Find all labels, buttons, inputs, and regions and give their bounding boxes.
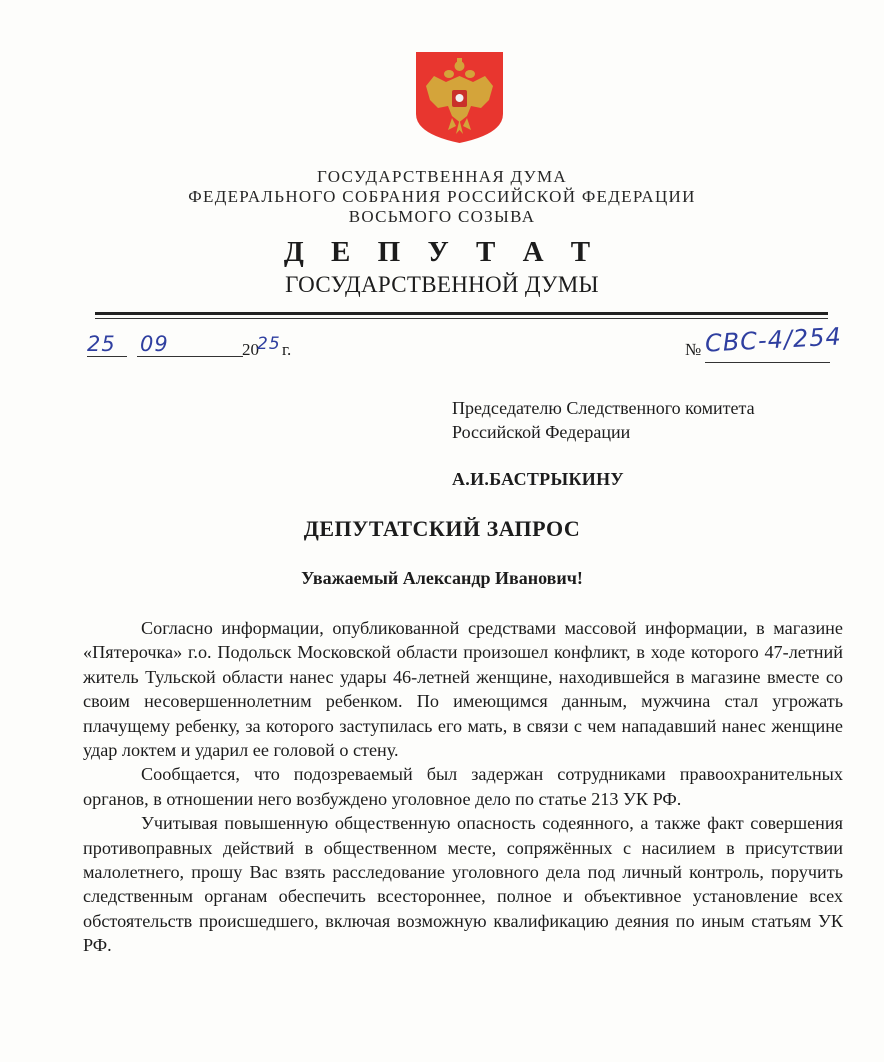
russian-coat-of-arms-icon — [416, 52, 503, 143]
letter-body — [83, 616, 843, 958]
number-underline — [705, 362, 830, 363]
registration-number — [685, 322, 860, 366]
header-divider-thick — [95, 312, 828, 315]
org-line-2: ФЕДЕРАЛЬНОГО СОБРАНИЯ РОССИЙСКОЙ ФЕДЕРАЦИИ — [188, 187, 696, 206]
paragraph-3: Учитывая повышенную общественную опасность содеянного, а также факт совершения противоправных действий в общественном месте, сопряжённых с насилием в присутствии малолетнего, прошу Вас взять расследование уголовного дела под личный контроль, поручить следственным органам обеспечить всестороннее, полное и объективное установление всех обстоятельств происшедшего, включая возможную квалификацию деяния по иным статьям УК РФ. — [83, 813, 843, 956]
org-line-3: ВОСЬМОГО СОЗЫВА — [348, 207, 536, 226]
recipient-name: А.И.БАСТРЫКИНУ — [452, 469, 624, 489]
registration-date — [87, 332, 307, 362]
document-title: ДЕПУТАТСКИЙ ЗАПРОС — [303, 516, 581, 541]
addressee-line-2: Российской Федерации — [452, 422, 631, 442]
number-handwritten: СВС-4/254 — [704, 322, 843, 358]
letterhead-subtitle: ГОСУДАРСТВЕННОЙ ДУМЫ — [285, 272, 599, 297]
paragraph-1: Согласно информации, опубликованной средствами массовой информации, в магазине «Пятерочка» г.о. Подольск Московской области произошел конфликт, в ходе которого 47-летний житель Тульской области нанес удары 46-летней женщине, находившейся в магазине вместе со своим несовершеннолетним ребенком. По имеющимся данным, мужчина стал угрожать плачущему ребенку, за которого заступилась его мать, в связи с чем нападавший нанес женщине удар локтем и ударил ее головой о стену. — [83, 618, 843, 761]
salutation: Уважаемый Александр Иванович! — [301, 568, 583, 588]
paragraph-2: Сообщается, что подозреваемый был задержан сотрудниками правоохранительных органов, в отношении него возбуждено уголовное дело по статье 213 УК РФ. — [83, 764, 843, 809]
addressee-line-1: Председателю Следственного комитета — [452, 398, 755, 418]
date-month-handwritten: 09 — [140, 332, 169, 356]
org-line-1: ГОСУДАРСТВЕННАЯ ДУМА — [317, 167, 567, 186]
date-month-underline — [137, 356, 243, 357]
date-year-suffix: г. — [282, 340, 292, 359]
date-day-handwritten: 25 — [87, 332, 116, 356]
header-divider-thin — [95, 318, 828, 319]
addressee-block — [452, 396, 755, 444]
letterhead-title: Д Е П У Т А Т — [283, 236, 601, 268]
date-year-handwritten: 25 — [257, 334, 281, 354]
date-year-prefix: 20 — [242, 340, 259, 359]
date-day-underline — [87, 356, 127, 357]
number-sign: № — [685, 340, 702, 359]
